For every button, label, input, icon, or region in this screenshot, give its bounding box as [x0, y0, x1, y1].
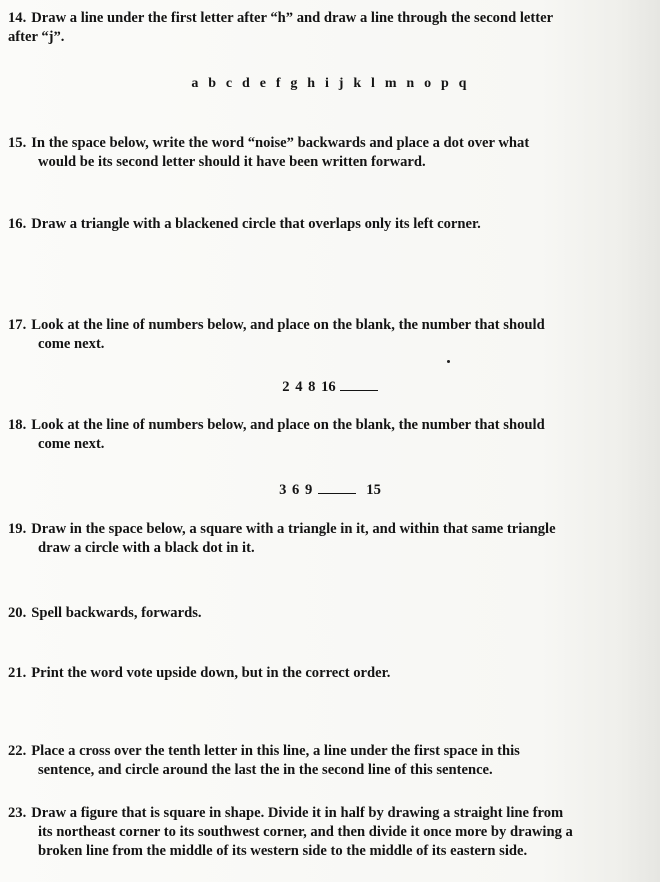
- number-sequence-18: [0, 481, 660, 500]
- question-14: [8, 9, 648, 47]
- number-sequence-17: [0, 378, 660, 397]
- question-number: 16.: [8, 216, 27, 232]
- question-text: In the space below, write the word “noise” backwards and place a dot over what: [31, 135, 530, 151]
- question-number: 21.: [8, 665, 27, 681]
- letter-sequence: a b c d e f g h i j k l m n o p q: [191, 76, 469, 91]
- question-number: 14.: [8, 10, 27, 26]
- question-text: Print the word vote upside down, but in the correct order.: [31, 665, 391, 681]
- question-text: Look at the line of numbers below, and place on the blank, the number that should: [31, 317, 545, 333]
- sequence-values: 2 4 8 16: [282, 379, 336, 395]
- question-text: come next.: [38, 436, 105, 452]
- question-text: Draw a figure that is square in shape. Divide it in half by drawing a straight line from: [31, 805, 564, 821]
- question-text: Draw in the space below, a square with a triangle in it, and within that same triangle: [31, 521, 556, 537]
- question-20: [8, 604, 648, 623]
- question-text: would be its second letter should it have been written forward.: [38, 154, 426, 170]
- sequence-values: 15: [366, 482, 381, 498]
- question-text: its northeast corner to its southwest corner, and then divide it once more by drawing a: [38, 824, 573, 840]
- question-text: come next.: [38, 336, 105, 352]
- question-21: [8, 664, 648, 683]
- question-16: [8, 215, 648, 234]
- question-text: broken line from the middle of its western side to the middle of its eastern side.: [38, 843, 528, 859]
- question-text: sentence, and circle around the last the in the second line of this sentence.: [38, 762, 493, 778]
- question-number: 17.: [8, 317, 27, 333]
- question-text: draw a circle with a black dot in it.: [38, 540, 255, 556]
- question-15: [8, 134, 648, 172]
- question-number: 19.: [8, 521, 27, 537]
- answer-blank[interactable]: [318, 481, 356, 494]
- question-number: 22.: [8, 743, 27, 759]
- question-text: Draw a triangle with a blackened circle that overlaps only its left corner.: [31, 216, 481, 232]
- question-18: [8, 416, 648, 454]
- sequence-values: 3 6 9: [279, 482, 313, 498]
- question-number: 18.: [8, 417, 27, 433]
- question-text: Look at the line of numbers below, and place on the blank, the number that should: [31, 417, 545, 433]
- question-number: 15.: [8, 135, 27, 151]
- answer-blank[interactable]: [340, 378, 378, 391]
- ink-speck: [447, 360, 450, 363]
- question-text: Spell backwards, forwards.: [31, 605, 202, 621]
- question-22: [8, 742, 648, 780]
- question-17: [8, 316, 648, 354]
- question-text: Draw a line under the first letter after “h” and draw a line through the second letter: [31, 10, 554, 26]
- question-text: Place a cross over the tenth letter in this line, a line under the first space in this: [31, 743, 520, 759]
- question-text: after “j”.: [8, 29, 65, 45]
- question-number: 20.: [8, 605, 27, 621]
- question-number: 23.: [8, 805, 27, 821]
- question-19: [8, 520, 648, 558]
- question-23: [8, 804, 648, 861]
